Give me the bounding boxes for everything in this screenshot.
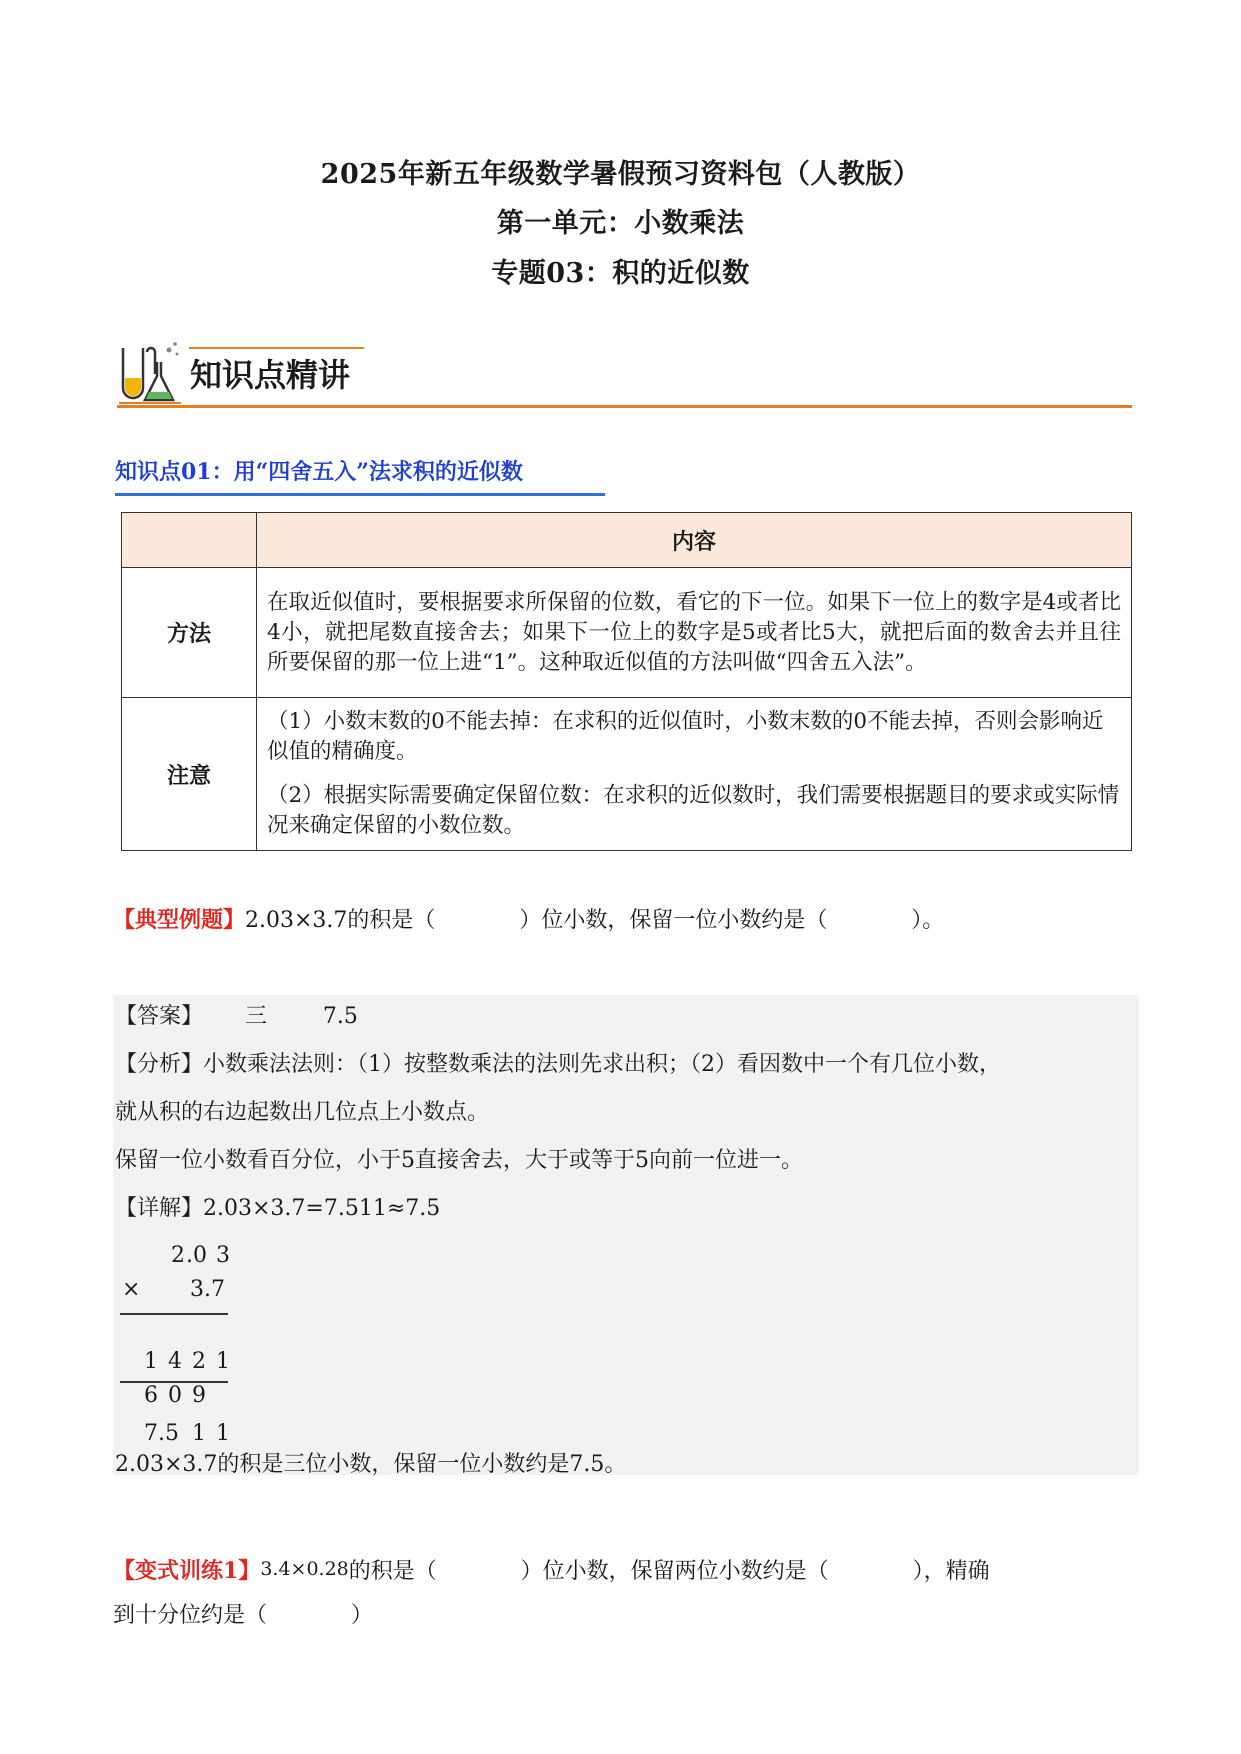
calc-digit: 1 — [144, 1349, 158, 1374]
knowledge-point-title: 知识点01：用“四舍五入”法求积的近似数 — [115, 459, 523, 485]
exercise-expression: 3.4×0.28 — [260, 1558, 349, 1580]
example-tag: 【典型例题】 — [113, 907, 246, 933]
calc-digit: .0 — [186, 1243, 207, 1268]
calc-digit: 2 — [171, 1243, 185, 1268]
exercise-tag: 【变式训练1】 — [113, 1558, 261, 1584]
calc-row-multiplier — [120, 1277, 240, 1313]
unit-title: 第一单元：小数乘法 — [496, 208, 745, 239]
detail-expression: 2.03×3.7=7.511≈7.5 — [203, 1196, 441, 1221]
banner-accent-line — [189, 347, 364, 349]
calc-divider — [120, 1313, 228, 1315]
table-row — [122, 698, 1132, 851]
topic-title: 专题03：积的近似数 — [491, 258, 750, 289]
calc-digit: 4 — [168, 1349, 182, 1374]
section-banner — [117, 340, 1132, 410]
row-label-note: 注意 — [122, 698, 257, 851]
banner-underline — [117, 405, 1132, 408]
detail-label: 【详解】 — [115, 1196, 204, 1221]
exercise-text-2: 到十分位约是（ ） — [113, 1603, 373, 1628]
calc-digit: 1 — [192, 1421, 206, 1446]
table-header-content: 内容 — [257, 513, 1132, 568]
section-banner-label: 知识点精讲 — [190, 356, 351, 394]
lab-flask-icon — [117, 340, 187, 406]
note-cell — [257, 698, 1132, 851]
analysis-line: 保留一位小数看百分位，小于5直接舍去，大于或等于5向前一位进一。 — [115, 1148, 803, 1173]
example-question — [113, 903, 944, 934]
analysis-line: 就从积的右边起数出几位点上小数点。 — [115, 1100, 490, 1125]
answer-label: 【答案】 — [115, 1004, 204, 1029]
exercise-text-1: 的积是（ ）位小数，保留两位小数约是（ ），精确 — [348, 1559, 990, 1584]
calc-digit: .7 — [204, 1277, 225, 1302]
calc-divider — [120, 1381, 228, 1383]
calc-digit: 3 — [190, 1277, 204, 1302]
multiply-sign: × — [122, 1277, 141, 1302]
calc-digit: 0 — [168, 1383, 182, 1408]
calc-row-partial-1 — [120, 1349, 240, 1385]
example-text: 2.03×3.7的积是（ ）位小数，保留一位小数约是（ ）。 — [245, 908, 945, 933]
note-item-2: （2）根据实际需要确定保留位数：在求积的近似数时，我们需要根据题目的要求或实际情况来确定保留的小数位数。 — [267, 783, 1120, 838]
calc-digit: 6 — [144, 1383, 158, 1408]
calc-row-multiplicand — [120, 1243, 240, 1279]
calc-digit: 7 — [144, 1421, 158, 1446]
method-text: 在取近似值时，要根据要求所保留的位数，看它的下一位。如果下一位上的数字是4或者比4小，就把尾数直接舍去；如果下一位上的数字是5或者比5大，就把后面的数舍去并且往所要保留的那一位上进“1”。这种取近似值的方法叫做“四舍五入法”。 — [257, 568, 1132, 698]
calc-digit: .5 — [158, 1421, 179, 1446]
table-row — [122, 568, 1132, 698]
calc-digit: 9 — [192, 1383, 206, 1408]
table-header-row — [122, 513, 1132, 568]
exercise-question — [113, 1547, 1133, 1638]
calc-digit: 2 — [192, 1349, 206, 1374]
calc-digit: 1 — [216, 1349, 230, 1374]
note-item-1: （1）小数末数的0不能去掉：在求积的近似值时，小数末数的0不能去掉，否则会影响近似值的精确度。 — [267, 709, 1104, 764]
detail-line — [115, 1191, 440, 1222]
document-title: 2025年新五年级数学暑假预习资料包（人教版） — [320, 159, 921, 190]
answer-line — [115, 999, 358, 1030]
row-label-method: 方法 — [122, 568, 257, 698]
conclusion-line: 2.03×3.7的积是三位小数，保留一位小数约是7.5。 — [115, 1452, 627, 1477]
analysis-line — [115, 1047, 1001, 1078]
calc-digit: 3 — [216, 1243, 230, 1268]
answer-values: 三 7.5 — [203, 1004, 358, 1029]
table-header-blank — [122, 513, 257, 568]
analysis-label: 【分析】 — [115, 1052, 204, 1077]
knowledge-point-underline — [115, 493, 605, 496]
calc-row-partial-2 — [120, 1383, 240, 1419]
calc-digit: 1 — [216, 1421, 230, 1446]
knowledge-table — [121, 512, 1132, 851]
analysis-text: 小数乘法法则：（1）按整数乘法的法则先求出积；（2）看因数中一个有几位小数， — [203, 1052, 1002, 1077]
solution-box — [113, 995, 1139, 1475]
